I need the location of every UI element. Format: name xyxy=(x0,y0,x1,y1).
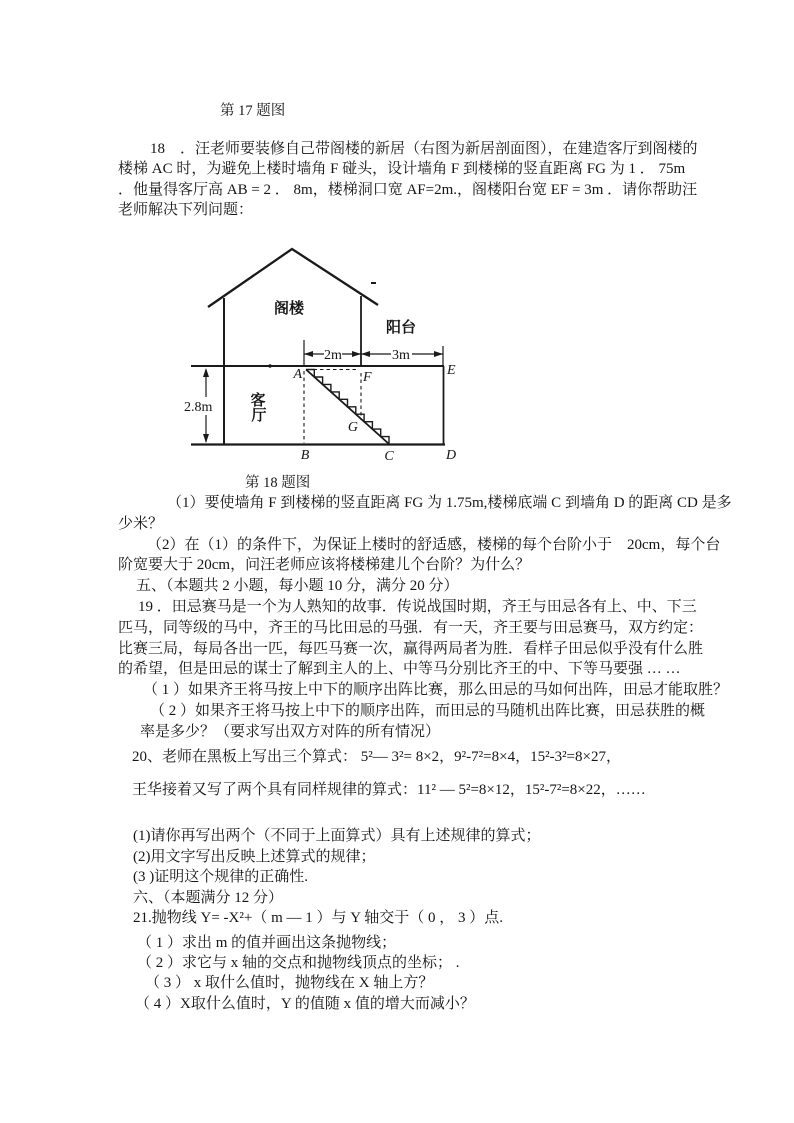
equation-line: 20、老师在黑板上写出三个算式： 5²— 3²= 8×2，9²-7²=8×4，15²-3²=8×27， xyxy=(132,749,621,765)
figure18-caption: 第 18 题图 xyxy=(245,475,311,491)
point-label-B: B xyxy=(300,448,310,463)
text-line: 老师解决下列问题： xyxy=(118,201,254,218)
arrowhead-left xyxy=(361,351,370,357)
scan-speck xyxy=(371,282,376,284)
text-line: 阶宽要大于 20cm，问汪老师应该将楼梯建儿个台阶？为什么？ xyxy=(118,557,531,574)
attic-label: 阁楼 xyxy=(273,301,305,317)
problem21-subquestions xyxy=(135,933,475,1014)
text-line: 少米？ xyxy=(118,515,164,532)
dim-3m-label: 3m xyxy=(392,348,410,363)
text-line: (1)请你再写出两个（不同于上面算式）具有上述规律的算式； xyxy=(133,828,541,844)
problem18-statement xyxy=(118,139,698,220)
equation-line: 王华接着又写了两个具有同样规律的算式：11² — 5²=8×12，15²-7²=8×22，…… xyxy=(132,782,646,799)
arrowhead-left xyxy=(304,351,313,357)
house-cross-section-diagram xyxy=(180,236,472,468)
arrowhead-up xyxy=(203,368,209,377)
point-label-E: E xyxy=(447,363,456,378)
equation-line: 21.抛物线 Y= -X²+（ m — 1 ）与 Y 轴交于（ 0 ， 3 ）点. xyxy=(133,910,504,926)
text-line: 匹马，同等级的马中，齐王的马比田忌的马强．有一天，齐王要与田忌赛马，双方约定： xyxy=(118,619,704,636)
living-room-label: 厅 xyxy=(251,408,267,424)
point-label-C: C xyxy=(384,449,394,464)
roof-lines xyxy=(208,249,378,307)
scan-speck xyxy=(268,364,271,367)
arrowhead-down xyxy=(203,434,209,443)
figure17-caption: 第 17 题图 xyxy=(220,103,286,119)
text-line: 的希望，但是田忌的谋士了解到主人的上、中等马分别比齐王的中、下等马要强 … … xyxy=(118,661,681,678)
text-line: 19 ．田忌赛马是一个为人熟知的故事．传说战国时期，齐王与田忌各有上、中、下三 xyxy=(138,598,697,615)
text-line: （ 1 ）如果齐王将马按上中下的顺序出阵比赛，那么田忌的马如何出阵，田忌才能取胜？ xyxy=(143,682,729,699)
text-line: （ 2 ）如果齐王将马按上中下的顺序出阵，而田忌的马随机出阵比赛，田忌获胜的概 xyxy=(150,702,706,719)
dim-2m-label: 2m xyxy=(324,348,342,363)
point-label-G: G xyxy=(347,420,358,435)
problem20-statement xyxy=(132,747,646,801)
living-room-label: 客 xyxy=(250,393,266,409)
text-line: （2）在（1）的条件下，为保证上楼时的舒适感，楼梯的每个台阶小于 20cm，每个台 xyxy=(147,536,721,553)
text-line: （ 2 ）求它与 x 轴的交点和抛物线顶点的坐标； . xyxy=(137,955,460,972)
section6-header: 六、（本题满分 12 分） xyxy=(133,889,284,906)
point-label-F: F xyxy=(363,370,372,385)
text-line: (2)用文字写出反映上述算式的规律； xyxy=(133,848,376,865)
point-label-A: A xyxy=(293,367,302,382)
text-line: 楼梯 AC 时，为避免上楼时墙角 F 碰头，设计墙角 F 到楼梯的竖直距离 FG 为 1 ． 75m xyxy=(118,161,686,178)
text-line: 比赛三局，每局各出一匹，每匹马赛一次，赢得两局者为胜．看样子田忌似乎没有什么胜 xyxy=(118,640,704,657)
middle-text-block xyxy=(118,493,732,743)
text-line: ．他量得客厅高 AB = 2 ． 8m，楼梯洞口宽 AF=2m.，阁楼阳台宽 EF = 3m ．请你帮助汪 xyxy=(118,181,698,198)
arrowhead-right xyxy=(434,351,443,357)
balcony-label: 阳台 xyxy=(385,320,417,336)
text-line: （1）要使墙角 F 到楼梯的竖直距离 FG 为 1.75m,楼梯底端 C 到墙角 D 的距离 CD 是多 xyxy=(167,495,732,511)
arrowhead-right xyxy=(352,351,361,357)
point-label-D: D xyxy=(445,448,457,463)
section5-header: 五、（本题共 2 小题，每小题 10 分，满分 20 分） xyxy=(136,578,459,595)
text-line: （ 4 ）X取什么值时，Y 的值随 x 值的增大而减小？ xyxy=(135,995,475,1012)
problem20-subquestions xyxy=(133,826,541,929)
text-line: 18 ．汪老师要装修自己带阁楼的新居（右图为新居剖面图），在建造客厅到阁楼的 xyxy=(150,141,698,157)
text-line: （ 3 ） x 取什么值时，抛物线在 X 轴上方？ xyxy=(145,975,434,992)
dim-28m-label: 2.8m xyxy=(184,400,213,415)
text-line: （ 1 ）求出 m 的值并画出这条抛物线； xyxy=(137,935,397,951)
text-line: 率是多少？（要求写出双方对阵的所有情况） xyxy=(140,723,441,740)
text-line: (3 )证明这个规律的正确性. xyxy=(133,869,308,885)
